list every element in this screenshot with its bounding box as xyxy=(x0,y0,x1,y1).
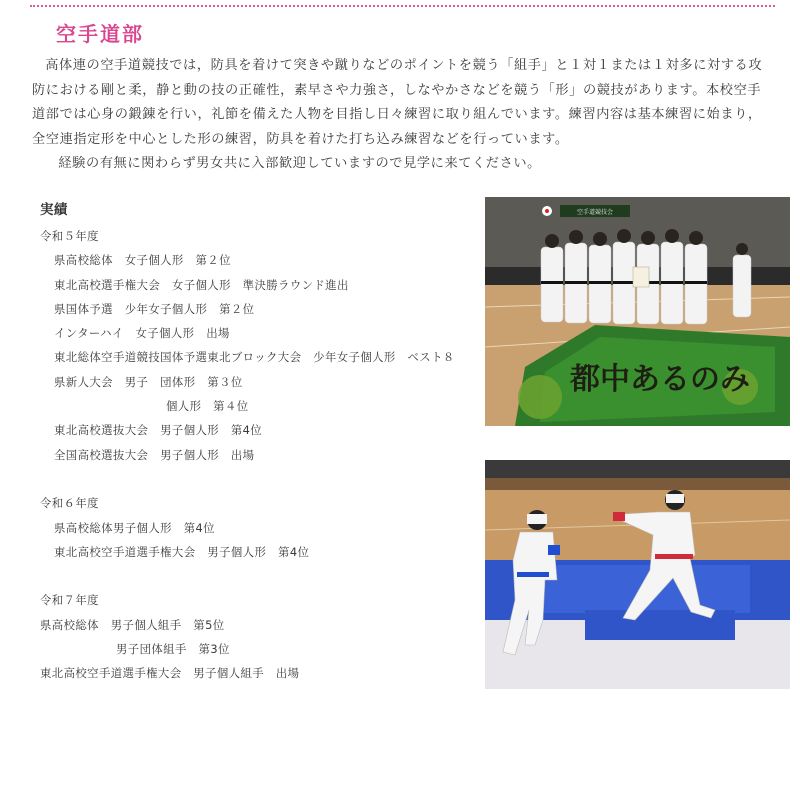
result-item: 東北高校選抜大会 男子個人形 第4位 xyxy=(54,423,263,438)
result-item: 全国高校選抜大会 男子個人形 出場 xyxy=(54,447,255,462)
year-r5: 令和５年度 xyxy=(40,229,99,243)
result-item: 県新人大会 男子 団体形 第３位 xyxy=(54,374,243,389)
team-photo xyxy=(485,197,790,426)
result-subitem: 男子団体組手 第3位 xyxy=(116,642,230,657)
results-section xyxy=(40,198,480,686)
result-item: 県国体予選 少年女子個人形 第２位 xyxy=(54,301,255,316)
club-title: 空手道部 xyxy=(56,22,144,46)
result-item: 県高校総体 男子個人組手 第5位 xyxy=(40,617,225,632)
results-heading: 実績 xyxy=(40,202,68,218)
result-subitem: 個人形 第４位 xyxy=(166,399,249,414)
top-dotted-rule xyxy=(30,5,775,7)
result-item: 県高校総体男子個人形 第4位 xyxy=(54,520,215,535)
result-item: 東北高校空手道選手権大会 男子個人形 第4位 xyxy=(54,544,310,559)
intro-paragraph-2: 経験の有無に関わらず男女共に入部歓迎していますので見学に来てください。 xyxy=(58,156,541,171)
intro-paragraph-1: 高体連の空手道競技では，防具を着けて突きや蹴りなどのポイントを競う「組手」と１対１または１対多に対する攻防における剛と柔，静と動の技の正確性，素早さや力強さ，しなやかさなどを競う「形」の競技があります。本校空手道部では心身の鍛錬を行い，礼節を備えた人物を目指し日々練習に取り組んでいます。練習内容は基本練習に始まり，全空連指定形を中心とした形の練習，防具を着けた打ち込み練習などを行っています。 xyxy=(32,58,763,147)
year-r7: 令和７年度 xyxy=(40,593,99,608)
kumite-photo xyxy=(485,460,790,689)
result-item: 東北総体空手道競技国体予選東北ブロック大会 少年女子個人形 ベスト８ xyxy=(54,350,455,365)
result-item: 東北高校選手権大会 女子個人形 準決勝ラウンド進出 xyxy=(54,277,349,292)
result-item: 県高校総体 女子個人形 第２位 xyxy=(54,253,231,268)
result-item: インターハイ 女子個人形 出場 xyxy=(54,326,230,341)
team-sign-text: 空手道競技会 xyxy=(576,209,614,216)
club-intro xyxy=(32,54,772,177)
year-r6: 令和６年度 xyxy=(40,496,99,511)
result-item: 東北高校空手道選手権大会 男子個人組手 出場 xyxy=(40,666,300,681)
banner-text: 都中あるのみ xyxy=(570,362,750,397)
